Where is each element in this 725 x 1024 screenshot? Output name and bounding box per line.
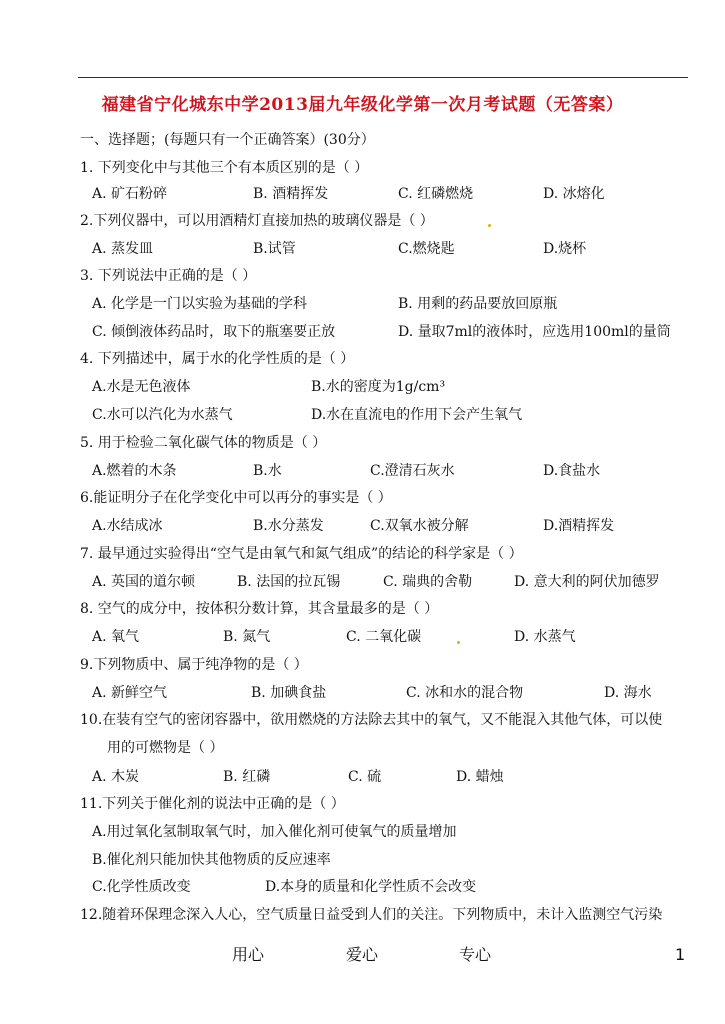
option-c: C. 倾倒液体药品时，取下的瓶塞要正放: [92, 324, 336, 340]
option-a: A. 木炭: [92, 769, 140, 785]
question-12: [0, 904, 725, 926]
option-c: C. 硫: [348, 769, 382, 785]
option-c: C. 二氧化碳: [346, 629, 422, 645]
option-d: D. 量取7ml的液体时，应选用100ml的量筒: [398, 324, 671, 340]
question-stem: 9.下列物质中、属于纯净物的是（ ）: [80, 657, 308, 673]
option-a: A.燃着的木条: [92, 463, 177, 479]
option-d: D.食盐水: [543, 463, 601, 479]
page-title: 福建省宁化城东中学2013届九年级化学第一次月考试题（无答案）: [101, 95, 624, 115]
question-4: [0, 348, 725, 370]
option-c: C. 冰和水的混合物: [406, 685, 524, 701]
option-c: C.水可以汽化为水蒸气: [92, 407, 233, 423]
section-text: 一、选择题；(每题只有一个正确答案）(30分）: [80, 132, 375, 148]
option-a: A. 矿石粉碎: [92, 186, 168, 202]
option-d: D. 冰熔化: [543, 186, 605, 202]
question-stem-continued: 用的可燃物是（ ）: [107, 740, 224, 756]
option-a: A. 英国的道尔顿: [92, 574, 196, 590]
header-rule: [78, 77, 688, 78]
options-11c: [0, 876, 725, 898]
question-stem: 4. 下列描述中，属于水的化学性质的是（ ）: [80, 351, 355, 367]
question-stem: 7. 最早通过实验得出“空气是由氧气和氮气组成”的结论的科学家是（ ）: [80, 546, 523, 562]
options-8: [0, 626, 725, 648]
options-4a: [0, 376, 725, 398]
page-footer: [0, 944, 725, 970]
option-d: D.烧杯: [543, 241, 587, 257]
option-a: A. 氧气: [92, 629, 140, 645]
option-b: B. 加碘食盐: [251, 685, 327, 701]
option-b: B.水: [253, 463, 282, 479]
options-3a: [0, 293, 725, 315]
footer-word: 专心: [459, 945, 492, 964]
option-d: D. 蜡烛: [456, 769, 504, 785]
option-c: C.化学性质改变: [92, 879, 191, 895]
option-b: B. 酒精挥发: [253, 186, 329, 202]
question-stem: 3. 下列说法中正确的是（ ）: [80, 268, 257, 284]
options-1: [0, 183, 725, 205]
options-5: [0, 460, 725, 482]
question-stem: 10.在装有空气的密闭容器中，欲用燃烧的方法除去其中的氧气，又不能混入其他气体，可以使: [80, 712, 663, 728]
option-b: B. 氮气: [223, 629, 271, 645]
question-1: [0, 157, 725, 179]
options-7: [0, 571, 725, 593]
footer-word: 用心: [232, 945, 265, 964]
question-5: [0, 432, 725, 454]
option-d: D.酒精挥发: [543, 518, 615, 534]
question-stem: 11.下列关于催化剂的说法中正确的是（ ）: [80, 796, 345, 812]
question-2: [0, 210, 725, 232]
question-10-cont: [0, 737, 725, 759]
option-a: A.水是无色液体: [92, 379, 191, 395]
option-c: C.双氧水被分解: [370, 518, 469, 534]
options-3b: [0, 321, 725, 343]
option-b: B. 用剩的药品要放回原瓶: [398, 296, 558, 312]
option-a: A. 化学是一门以实验为基础的学科: [92, 296, 308, 312]
question-3: [0, 265, 725, 287]
option-d: D.水在直流电的作用下会产生氧气: [311, 407, 523, 423]
option-a: A. 蒸发皿: [92, 241, 154, 257]
option-b: B. 红磷: [223, 769, 271, 785]
option-d: D.本身的质量和化学性质不会改变: [265, 879, 477, 895]
option-b: B.水的密度为1g/cm³: [311, 379, 446, 395]
section-heading: [0, 129, 725, 151]
option-b: B.催化剂只能加快其他物质的反应速率: [92, 852, 331, 868]
question-stem: 5. 用于检验二氧化碳气体的物质是（ ）: [80, 435, 327, 451]
page-number: 1: [675, 945, 686, 964]
question-stem: 8. 空气的成分中，按体积分数计算，其含量最多的是（ ）: [80, 601, 439, 617]
question-9: [0, 654, 725, 676]
question-7: [0, 543, 725, 565]
question-11: [0, 793, 725, 815]
options-4b: [0, 404, 725, 426]
options-11b: [0, 849, 725, 871]
option-b: B.水分蒸发: [253, 518, 324, 534]
options-10: [0, 766, 725, 788]
question-8: [0, 598, 725, 620]
option-d: D. 意大利的阿伏加德罗: [514, 574, 660, 590]
option-c: C.燃烧匙: [398, 241, 455, 257]
options-9: [0, 682, 725, 704]
options-2: [0, 238, 725, 260]
stray-mark: [488, 224, 491, 227]
options-6: [0, 515, 725, 537]
option-b: B.试管: [253, 241, 296, 257]
option-a: A. 新鲜空气: [92, 685, 168, 701]
question-stem: 1. 下列变化中与其他三个有本质区别的是（ ）: [80, 160, 369, 176]
question-stem: 2.下列仪器中，可以用酒精灯直接加热的玻璃仪器是（ ）: [80, 213, 434, 229]
question-10: [0, 709, 725, 731]
stray-mark: [457, 641, 460, 644]
option-c: C. 瑞典的舍勒: [383, 574, 473, 590]
option-c: C.澄清石灰水: [370, 463, 455, 479]
options-11a: [0, 821, 725, 843]
question-6: [0, 487, 725, 509]
option-c: C. 红磷燃烧: [398, 186, 474, 202]
question-stem: 12.随着环保理念深入人心，空气质量日益受到人们的关注。下列物质中，未计入监测空气污染: [80, 907, 663, 923]
option-d: D. 水蒸气: [514, 629, 576, 645]
option-d: D. 海水: [604, 685, 652, 701]
option-b: B. 法国的拉瓦锡: [237, 574, 341, 590]
option-a: A.水结成冰: [92, 518, 163, 534]
question-stem: 6.能证明分子在化学变化中可以再分的事实是（ ）: [80, 490, 392, 506]
option-a: A.用过氧化氢制取氧气时，加入催化剂可使氧气的质量增加: [92, 824, 457, 840]
footer-word: 爱心: [346, 945, 379, 964]
